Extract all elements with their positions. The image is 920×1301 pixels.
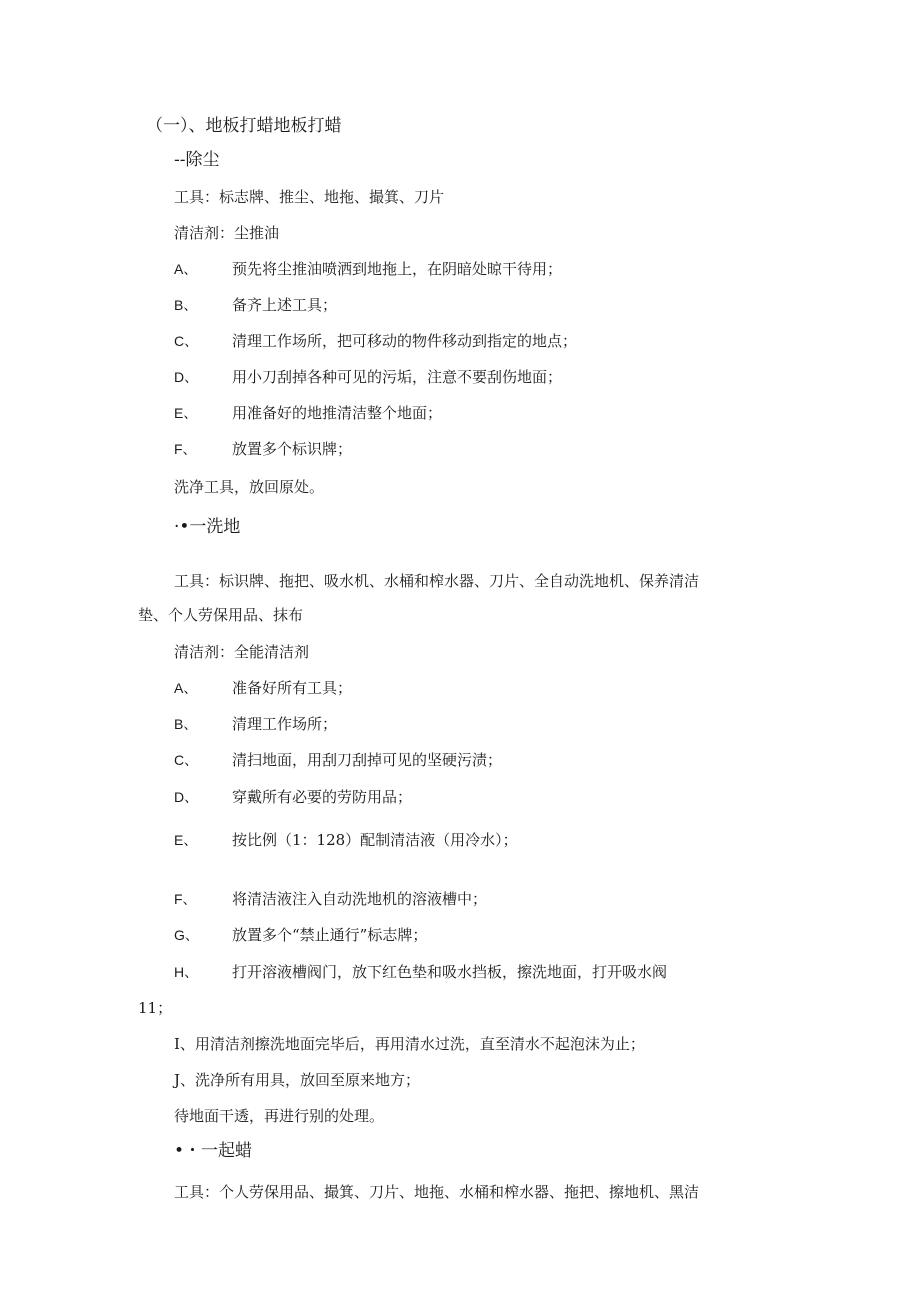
step-text: 清理工作场所； (232, 715, 338, 733)
cleaner-line: 清洁剂：尘推油 (174, 224, 280, 242)
step-text: 准备好所有工具； (232, 679, 353, 697)
step-label: B、 (174, 716, 198, 732)
step-label: D、 (174, 789, 199, 805)
tools-line: 工具：标志牌、推尘、地拖、撮箕、刀片 (174, 188, 445, 206)
step-text: 预先将尘推油喷洒到地拖上，在阴暗处晾干待用； (232, 260, 563, 278)
step-text: 打开溶液槽阀门，放下红色垫和吸水挡板，擦洗地面，打开吸水阀 (232, 963, 668, 981)
step-label: D、 (174, 369, 199, 385)
step-label: F、 (174, 441, 197, 457)
step-label: E、 (174, 405, 198, 421)
cleaner-line: 清洁剂：全能清洁剂 (174, 643, 310, 661)
step-label: C、 (174, 333, 199, 349)
step-continuation: 11； (138, 999, 173, 1017)
section-heading-wax-strip: •・一起蜡 (174, 1141, 253, 1161)
step-text: 清扫地面，用刮刀刮掉可见的坚硬污渍； (232, 751, 503, 769)
step-label: H、 (174, 964, 199, 980)
step-text: 穿戴所有必要的劳防用品； (232, 788, 413, 806)
page-title: （一）、地板打蜡地板打蜡 (146, 116, 342, 136)
section-heading-wash: ·•一洗地 (174, 517, 241, 537)
step-label: B、 (174, 297, 198, 313)
closing-line: 洗净工具，放回原处。 (174, 478, 325, 496)
step-text: 放置多个“禁止通行”标志牌； (232, 926, 428, 944)
step-label: C、 (174, 752, 199, 768)
step-text: 备齐上述工具； (232, 296, 338, 314)
step-text: 按比例（1：128）配制清洁液（用冷水）； (232, 831, 518, 849)
step-text: 将清洁液注入自动洗地机的溶液槽中； (232, 890, 488, 908)
tools-line: 工具：个人劳保用品、撮箕、刀片、地拖、水桶和榨水器、拖把、擦地机、黑洁 (174, 1183, 700, 1201)
step-text: 用准备好的地推清洁整个地面； (232, 404, 443, 422)
step-text: 清理工作场所，把可移动的物件移动到指定的地点； (232, 332, 578, 350)
list-item: I、用清洁剂擦洗地面完毕后，再用清水过洗，直至清水不起泡沫为止； (174, 1035, 645, 1053)
closing-line: 待地面干透，再进行别的处理。 (174, 1107, 385, 1125)
step-label: A、 (174, 261, 198, 277)
step-text: 放置多个标识牌； (232, 440, 353, 458)
step-label: E、 (174, 832, 198, 848)
list-item: J、洗净所有用具，放回至原来地方； (174, 1071, 421, 1089)
step-text: 用小刀刮掉各种可见的污垢，注意不要刮伤地面； (232, 368, 563, 386)
step-label: A、 (174, 680, 198, 696)
tools-line: 工具：标识牌、拖把、吸水机、水桶和榨水器、刀片、全自动洗地机、保养清洁 (174, 572, 700, 590)
section-heading-dust: --除尘 (174, 150, 220, 170)
step-label: F、 (174, 891, 197, 907)
step-label: G、 (174, 927, 199, 943)
tools-line-cont: 垫、个人劳保用品、抹布 (138, 606, 304, 624)
